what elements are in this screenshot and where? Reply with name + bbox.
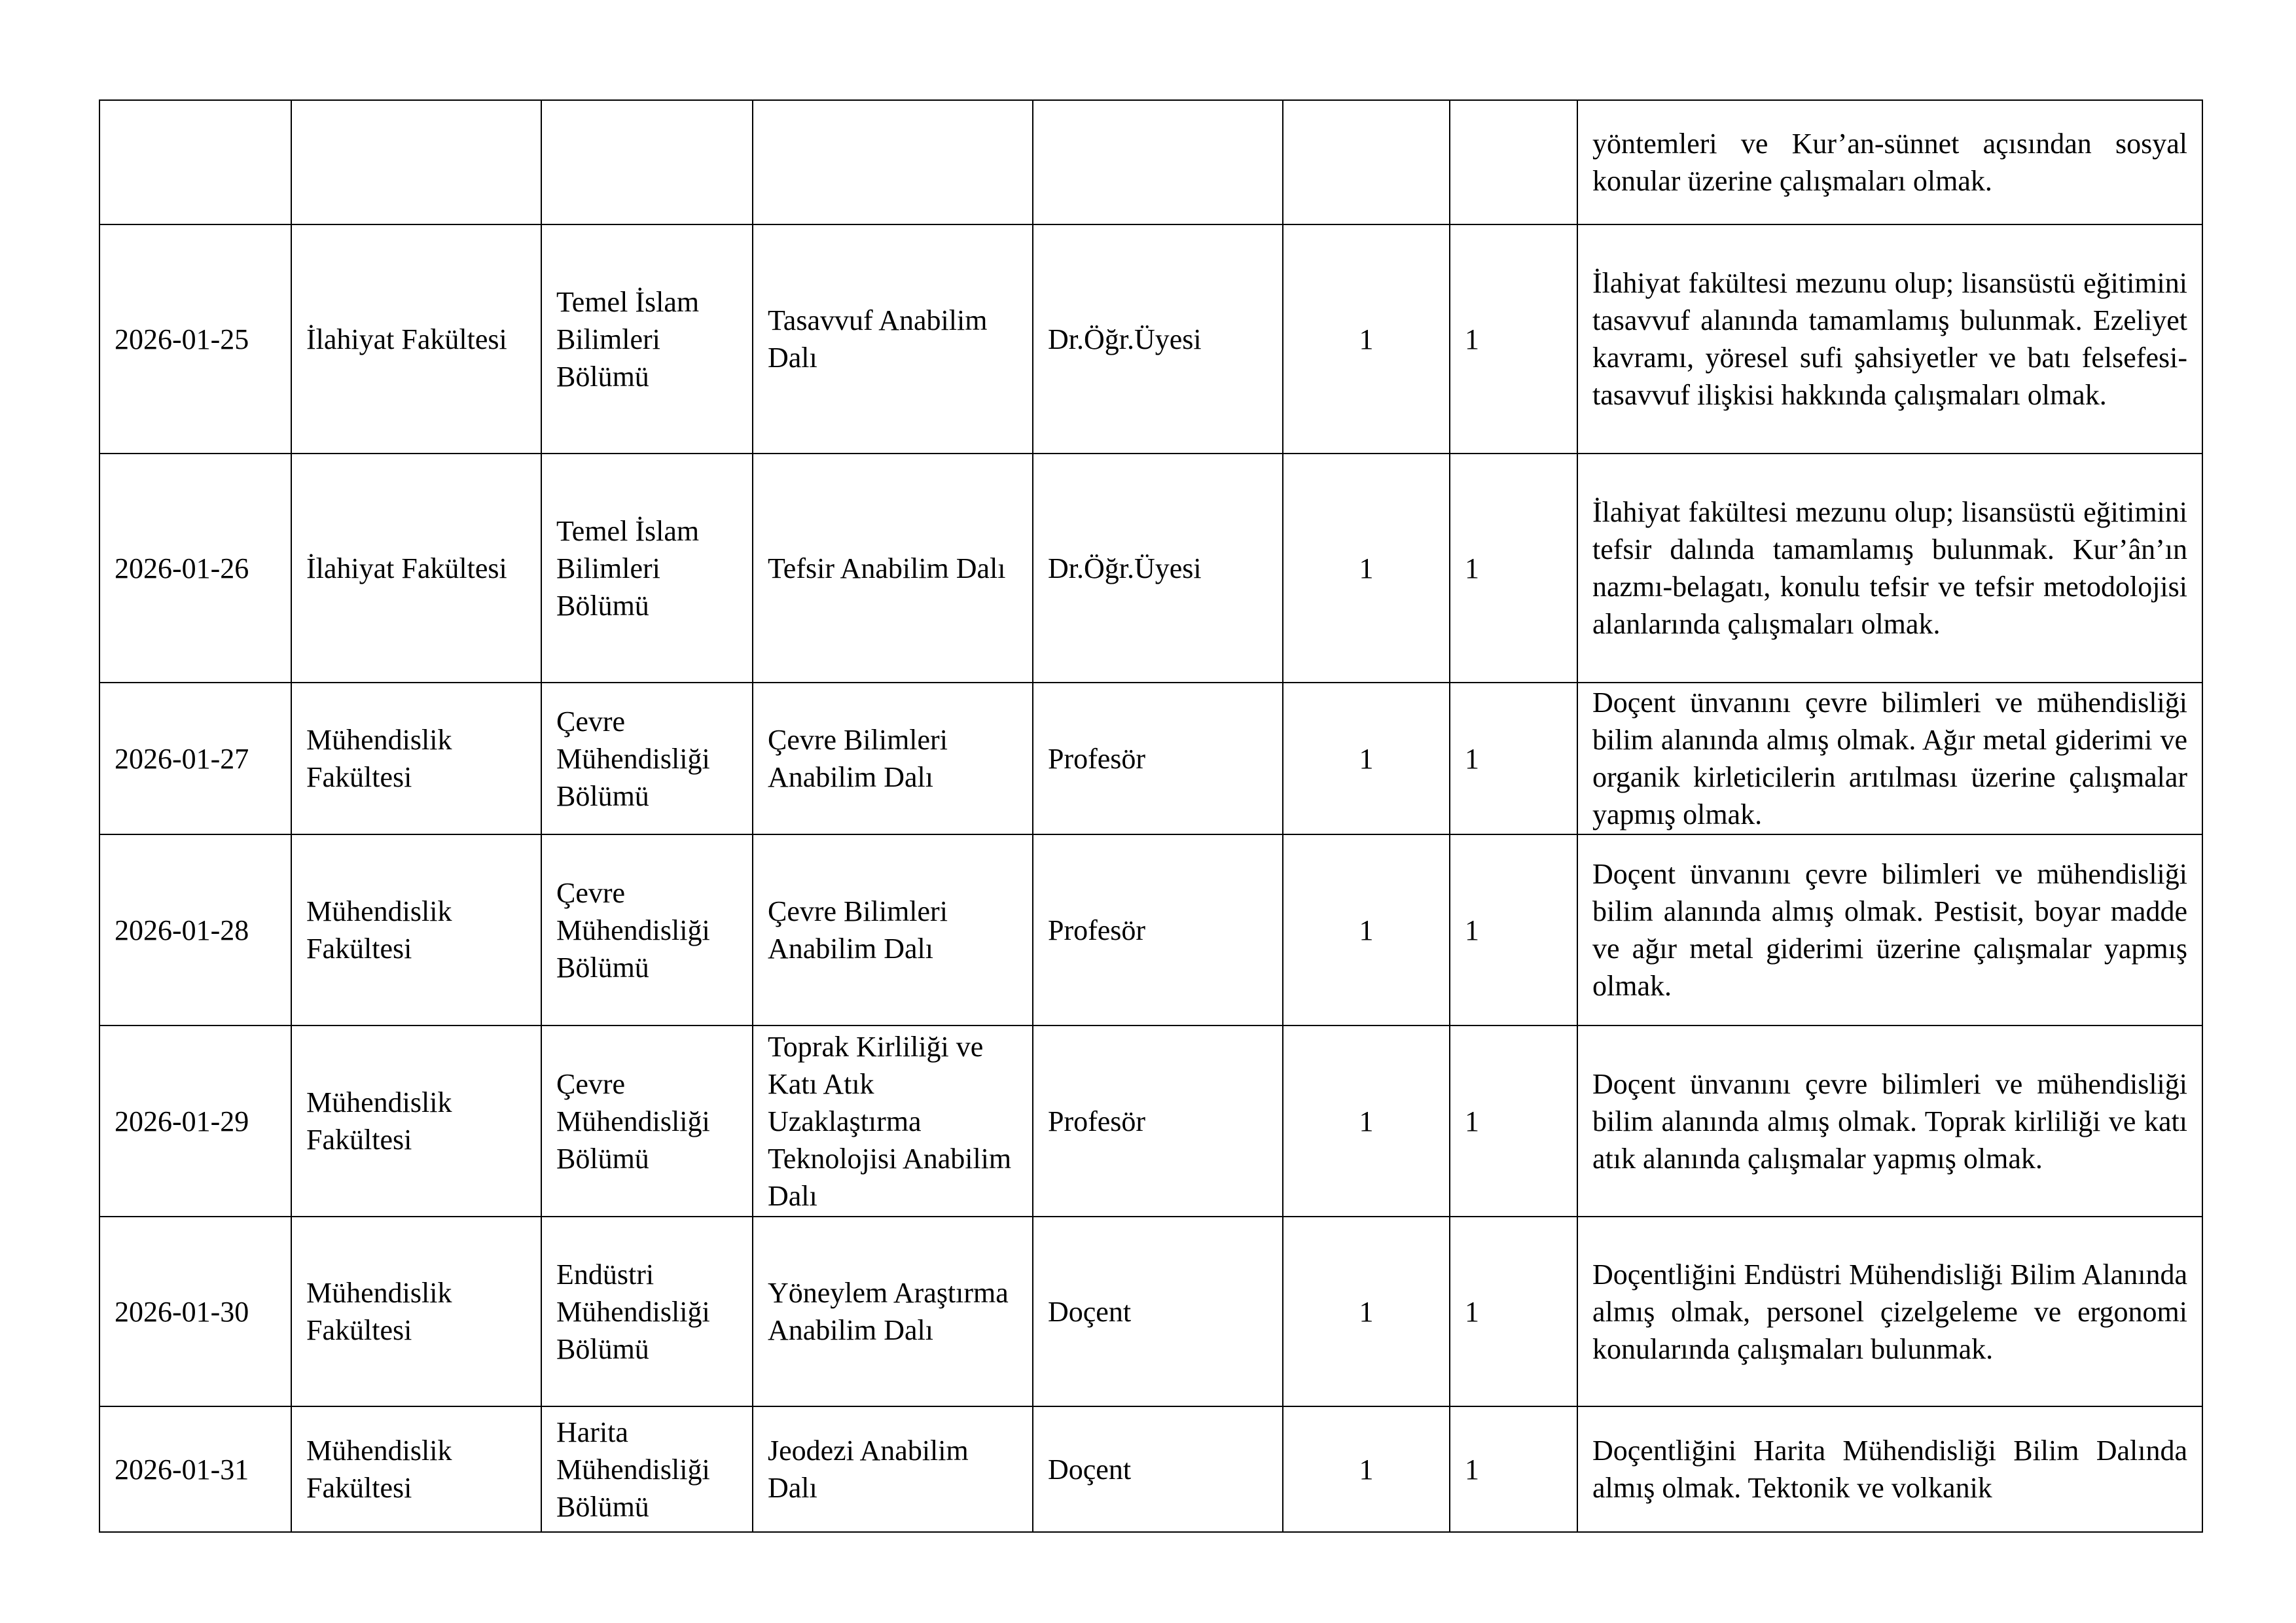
date-cell: 2026-01-28 bbox=[99, 834, 291, 1026]
faculty-cell: Mühendislik Fakültesi bbox=[291, 1026, 541, 1217]
title-cell: Doçent bbox=[1033, 1217, 1283, 1406]
count2-cell: 1 bbox=[1450, 1406, 1577, 1532]
title-cell bbox=[1033, 100, 1283, 224]
faculty-cell bbox=[291, 100, 541, 224]
table-row bbox=[99, 683, 2202, 834]
title-cell: Doçent bbox=[1033, 1406, 1283, 1532]
title-cell: Profesör bbox=[1033, 1026, 1283, 1217]
conditions-cell: yöntemleri ve Kur’an-sünnet açısından sosyal konular üzerine çalışmaları olmak. bbox=[1577, 100, 2202, 224]
department-cell: Çevre Mühendisliği Bölümü bbox=[541, 1026, 753, 1217]
department-cell: Endüstri Mühendisliği Bölümü bbox=[541, 1217, 753, 1406]
table-row bbox=[99, 1406, 2202, 1532]
table-row bbox=[99, 224, 2202, 454]
division-cell: Tefsir Anabilim Dalı bbox=[753, 454, 1033, 683]
count2-cell: 1 bbox=[1450, 834, 1577, 1026]
count2-cell bbox=[1450, 100, 1577, 224]
conditions-cell: Doçent ünvanını çevre bilimleri ve mühendisliği bilim alanında almış olmak. Toprak kirliliği ve katı atık alanında çalışmalar yapmış olmak. bbox=[1577, 1026, 2202, 1217]
department-cell: Temel İslam Bilimleri Bölümü bbox=[541, 454, 753, 683]
department-cell: Harita Mühendisliği Bölümü bbox=[541, 1406, 753, 1532]
department-cell: Temel İslam Bilimleri Bölümü bbox=[541, 224, 753, 454]
faculty-cell: Mühendislik Fakültesi bbox=[291, 1217, 541, 1406]
table-body bbox=[99, 100, 2202, 1532]
conditions-cell: İlahiyat fakültesi mezunu olup; lisansüstü eğitimini tasavvuf alanında tamamlamış bulunmak. Ezeliyet kavramı, yöresel sufi şahsiyetler ve batı felsefesi-tasavvuf ilişkisi hakkında çalışmaları olmak. bbox=[1577, 224, 2202, 454]
faculty-cell: Mühendislik Fakültesi bbox=[291, 683, 541, 834]
count-cell: 1 bbox=[1283, 834, 1450, 1026]
conditions-cell: Doçent ünvanını çevre bilimleri ve mühendisliği bilim alanında almış olmak. Pestisit, boyar madde ve ağır metal giderimi üzerine çalışmalar yapmış olmak. bbox=[1577, 834, 2202, 1026]
title-cell: Profesör bbox=[1033, 683, 1283, 834]
division-cell: Çevre Bilimleri Anabilim Dalı bbox=[753, 834, 1033, 1026]
division-cell: Çevre Bilimleri Anabilim Dalı bbox=[753, 683, 1033, 834]
faculty-cell: Mühendislik Fakültesi bbox=[291, 1406, 541, 1532]
date-cell: 2026-01-25 bbox=[99, 224, 291, 454]
date-cell: 2026-01-27 bbox=[99, 683, 291, 834]
conditions-cell: Doçent ünvanını çevre bilimleri ve mühendisliği bilim alanında almış olmak. Ağır metal giderimi ve organik kirleticilerin arıtılması üzerine çalışmalar yapmış olmak. bbox=[1577, 683, 2202, 834]
date-cell: 2026-01-26 bbox=[99, 454, 291, 683]
conditions-cell: Doçentliğini Endüstri Mühendisliği Bilim Alanında almış olmak, personel çizelgeleme ve ergonomi konularında çalışmaları bulunmak. bbox=[1577, 1217, 2202, 1406]
conditions-cell: Doçentliğini Harita Mühendisliği Bilim Dalında almış olmak. Tektonik ve volkanik bbox=[1577, 1406, 2202, 1532]
division-cell: Yöneylem Araştırma Anabilim Dalı bbox=[753, 1217, 1033, 1406]
count2-cell: 1 bbox=[1450, 1026, 1577, 1217]
table-row bbox=[99, 100, 2202, 224]
date-cell bbox=[99, 100, 291, 224]
title-cell: Dr.Öğr.Üyesi bbox=[1033, 224, 1283, 454]
count-cell bbox=[1283, 100, 1450, 224]
faculty-cell: Mühendislik Fakültesi bbox=[291, 834, 541, 1026]
table-row bbox=[99, 454, 2202, 683]
faculty-cell: İlahiyat Fakültesi bbox=[291, 224, 541, 454]
count-cell: 1 bbox=[1283, 1217, 1450, 1406]
department-cell: Çevre Mühendisliği Bölümü bbox=[541, 834, 753, 1026]
division-cell: Tasavvuf Anabilim Dalı bbox=[753, 224, 1033, 454]
table-row bbox=[99, 1217, 2202, 1406]
count2-cell: 1 bbox=[1450, 224, 1577, 454]
count2-cell: 1 bbox=[1450, 1217, 1577, 1406]
date-cell: 2026-01-31 bbox=[99, 1406, 291, 1532]
count-cell: 1 bbox=[1283, 224, 1450, 454]
count2-cell: 1 bbox=[1450, 683, 1577, 834]
division-cell: Jeodezi Anabilim Dalı bbox=[753, 1406, 1033, 1532]
count-cell: 1 bbox=[1283, 1406, 1450, 1532]
conditions-cell: İlahiyat fakültesi mezunu olup; lisansüstü eğitimini tefsir dalında tamamlamış bulunmak. Kur’ân’ın nazmı-belagatı, konulu tefsir ve tefsir metodolojisi alanlarında çalışmaları olmak. bbox=[1577, 454, 2202, 683]
title-cell: Profesör bbox=[1033, 834, 1283, 1026]
table-row bbox=[99, 834, 2202, 1026]
count-cell: 1 bbox=[1283, 683, 1450, 834]
faculty-cell: İlahiyat Fakültesi bbox=[291, 454, 541, 683]
division-cell bbox=[753, 100, 1033, 224]
table-row bbox=[99, 1026, 2202, 1217]
count-cell: 1 bbox=[1283, 454, 1450, 683]
position-table bbox=[99, 99, 2203, 1533]
department-cell bbox=[541, 100, 753, 224]
title-cell: Dr.Öğr.Üyesi bbox=[1033, 454, 1283, 683]
department-cell: Çevre Mühendisliği Bölümü bbox=[541, 683, 753, 834]
date-cell: 2026-01-30 bbox=[99, 1217, 291, 1406]
count-cell: 1 bbox=[1283, 1026, 1450, 1217]
division-cell: Toprak Kirliliği ve Katı Atık Uzaklaştırma Teknolojisi Anabilim Dalı bbox=[753, 1026, 1033, 1217]
date-cell: 2026-01-29 bbox=[99, 1026, 291, 1217]
count2-cell: 1 bbox=[1450, 454, 1577, 683]
